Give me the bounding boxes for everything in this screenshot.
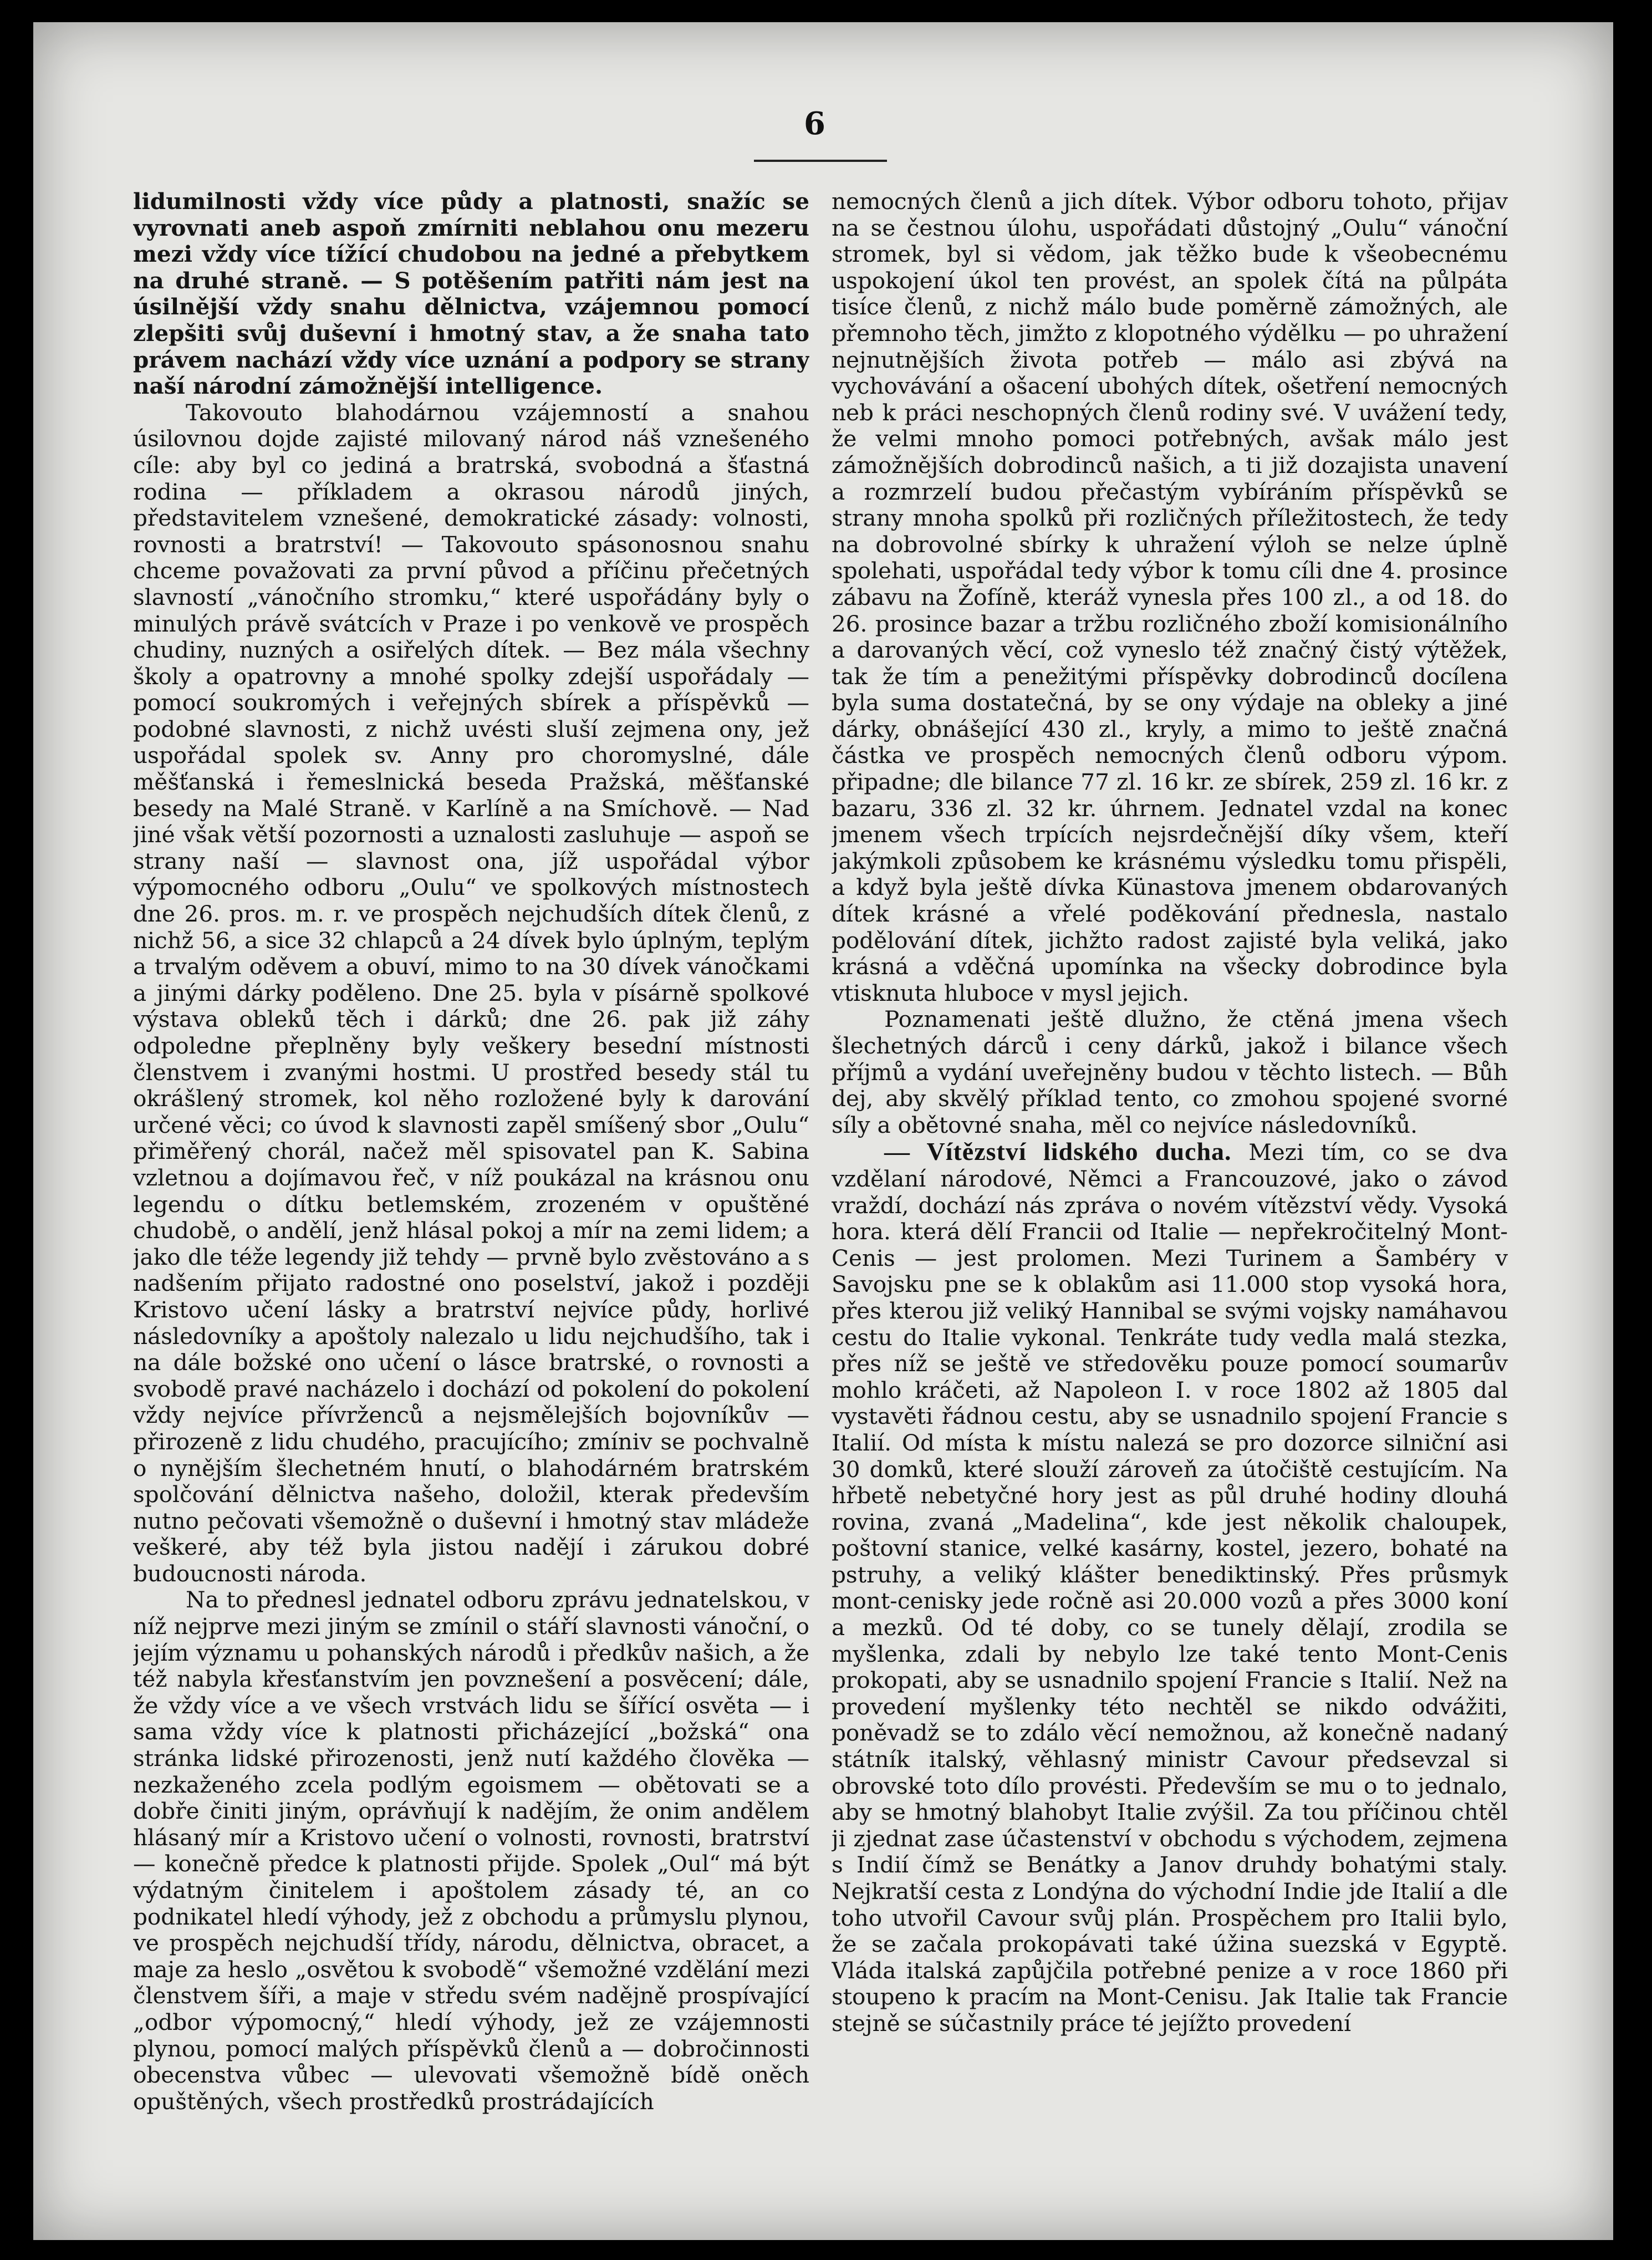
newspaper-page: [33, 22, 1613, 2240]
right-paragraph-1: nemocných členů a jich dítek. Výbor odboru tohoto, přijav na se čestnou úlohu, uspořádati důstojný „Oulu“ vánoční stromek, byl si vědom, jak těžko bude k všeobecnému uspokojení úkol ten provést, an spolek čítá na půlpáta tisíce členů, z nichž málo bude poměrně zámožných, ale přemnoho těch, jimžto z klopotného výdělku — po uhražení nejnutnějších života potřeb — málo asi zbývá na vychovávání a ošacení ubohých dítek, ošetření nemocných neb k práci neschopných členů rodiny své. V uvážení tedy, že velmi mnoho pomoci potřebných, avšak málo jest zámožnějších dobrodinců našich, a ti již dozajista unavení a rozmrzelí budou přečastým vybíráním příspěvků se strany mnoha spolků při rozličných příležitostech, že tedy na dobrovolné sbírky k uhražení výloh se nelze úplně spolehati, uspořádal tedy výbor k tomu cíli dne 4. prosince zábavu na Žofíně, kteráž vynesla přes 100 zl., a od 18. do 26. prosince bazar a tržbu rozličného zboží komisionálního a darovaných věcí, což vyneslo též značný čistý výtěžek, tak že tím a penežitými příspěvky dobrodinců docílena byla suma dostatečná, by se ony výdaje na obleky a jiné dárky, obnášející 430 zl., kryly, a mimo to ještě značná částka ve prospěch nemocných členů odboru výpom. připadne; dle bilance 77 zl. 16 kr. ze sbírek, 259 zl. 16 kr. z bazaru, 336 zl. 32 kr. úhrnem. Jednatel vzdal na konec jmenem všech trpících nejsrdečnější díky všem, kteří jakýmkoli způsobem ke krásnému výsledku tomu přispěli, a když byla ještě dívka Künastova jmenem obdarovaných dítek krásné a vřelé poděkování přednesla, nastalo podělování dítek, jichžto radost zajisté byla veliká, jako krásná a vděčná upomínka na všecky dobrodince byla vtisknuta hluboce v mysl jejich.: [832, 189, 1508, 1006]
right-paragraph-2: Poznamenati ještě dlužno, že ctěná jmena všech šlechetných dárců i ceny dárků, jakož i bilance všech příjmů a vydání uveřejněny budou v těchto listech. — Bůh dej, aby skvělý příklad tento, co zmohou spojené svorné síly a obětovné snaha, měl co nejvíce následovníků.: [832, 1006, 1508, 1138]
article-body: Mezi tím, co se dva vzdělaní národové, Němci a Francouzové, jako o závod vraždí, dochází nás zpráva o novém vítězství vědy. Vysoká hora. která dělí Francii od Italie — nepřekročitelný Mont-Cenis — jest prolomen. Mezi Turinem a Šambéry v Savojsku pne se k oblakům asi 11.000 stop vysoká hora, přes kterou již veliký Hannibal se svými vojsky namáhavou cestu do Italie vykonal. Tenkráte tudy vedla malá stezka, přes níž se ještě ve středověku pouze pomocí soumarův mohlo kráčeti, až Napoleon I. v roce 1802 až 1805 dal vystavěti řádnou cestu, aby se usnadnilo spojení Francie s Italií. Od místa k místu nalezá se pro dozorce silniční asi 30 domků, které slouží zároveň za útočiště cestujícím. Na hřbetě nebetyčné hory jest as půl druhé hodiny dlouhá rovina, zvaná „Madelina“, kde jest několik chaloupek, poštovní stanice, velké kasárny, kostel, jezero, bohaté na pstruhy, a veliký klášter benediktinský. Přes průsmyk mont-cenisky jede ročně asi 20.000 vozů a přes 3000 koní a mezků. Od té doby, co se tunely dělají, zrodila se myšlenka, zdali by nebylo lze také tento Mont-Cenis prokopati, aby se usnadnilo spojení Francie s Italií. Než na provedení myšlenky této nechtěl se nikdo odvážiti, poněvadž se to zdálo věcí nemožnou, až konečně nadaný státník italský, věhlasný ministr Cavour předsevzal si obrovské toto dílo provésti. Především se mu o to jednalo, aby se hmotný blahobyt Italie zvýšil. Za tou příčinou chtěl ji zjednat zase účastenství v obchodu s východem, zejmena s Indií čímž se Benátky a Janov druhdy bohatými staly. Nejkratší cesta z Londýna do východní Indie jde Italií a dle toho utvořil Cavour svůj plán. Prospěchem pro Italii bylo, že se začala prokopávati také úžina suezská v Egyptě. Vláda italská zapůjčila potřebné penize a v roce 1860 při stoupeno k pracím na Mont-Cenisu. Jak Italie tak Francie stejně se súčastnily práce té jejížto provedení: [832, 1139, 1508, 2037]
left-paragraph-1: lidumilnosti vždy více půdy a platnosti, snažíc se vyrovnati aneb aspoň zmírniti neblahou onu mezeru mezi vždy více tížící chudobou na jedné a přebytkem na druhé straně. — S potěšením patřiti nám jest na úsilnější vždy snahu dělnictva, vzájemnou pomocí zlepšiti svůj duševní i hmotný stav, a že snaha tato právem nachází vždy více uznání a podpory se strany naší národní zámožnější intelligence.: [133, 189, 809, 400]
article-headline: — Vítězství lidského ducha.: [884, 1137, 1232, 1166]
left-paragraph-2: Takovouto blahodárnou vzájemností a snahou úsilovnou dojde zajisté milovaný národ náš vznešeného cíle: aby byl co jediná a bratrská, svobodná a šťastná rodina — příkladem a okrasou národů jiných, představitelem vznešené, demokratické zásady: volnosti, rovnosti a bratrství! — Takovouto spásonosnou snahu chceme považovati za první původ a příčinu přečetných slavností „vánočního stromku,“ které uspořádány byly o minulých právě svátcích v Praze i po venkově ve prospěch chudiny, nuzných a osiřelých dítek. — Bez mála všechny školy a opatrovny a mnohé spolky zdejší uspořádaly — pomocí soukromých i veřejných sbírek a příspěvků — podobné slavnosti, z nichž uvésti sluší zejmena ony, jež uspořádal spolek sv. Anny pro choromyslné, dále měšťanská i řemeslnická beseda Pražská, měšťanské besedy na Malé Straně. v Karlíně a na Smíchově. — Nad jiné však větší pozornosti a uznalosti zasluhuje — aspoň se strany naší — slavnost ona, jíž uspořádal výbor výpomocného odboru „Oulu“ ve spolkových místnostech dne 26. pros. m. r. ve prospěch nejchudších dítek členů, z nichž 56, a sice 32 chlapců a 24 dívek bylo úplným, teplým a trvalým oděvem a obuví, mimo to na 30 dívek vánočkami a jinými dárky poděleno. Dne 25. byla v písárně spolkové výstava obleků těch i dárků; dne 26. pak již záhy odpoledne přeplněny byly veškery besední místnosti členstvem i zvanými hostmi. U prostřed besedy stál tu okrášlený stromek, kol něho rozložené byly k darování určené věci; co úvod k slavnosti zapěl smíšený sbor „Oulu“ přiměřený chorál, načež měl spisovatel pan K. Sabina vzletnou a dojímavou řeč, v níž poukázal na krásnou onu legendu o dítku betlemském, zrozeném v opuštěné chudobě, o andělí, jenž hlásal pokoj a mír na zemi lidem; a jako dle téže legendy již tehdy — prvně bylo zvěstováno a s nadšením přijato radostné ono poselství, jakož i později Kristovo učení lásky a bratrství nejvíce půdy, horlivé následovníky a apoštoly nalezalo u lidu nejchudšího, tak i na dále božské ono učení o lásce bratrské, o rovnosti a svobodě pravé nacházelo i dochází od pokolení do pokolení vždy nejvíce přívrženců a nejsmělejších bojovníkův — přirozeně z lidu chudého, pracujícího; zmíniv se pochvalně o nynějším šlechetném hnutí, o blahodárném bratrském spolčování dělnictva našeho, doložil, kterak především nutno pečovati všemožně o duševní i hmotný stav mládeže veškeré, aby též byla jistou nadějí i zárukou dobré budoucnosti národa.: [133, 399, 809, 1587]
right-paragraph-3: [832, 1138, 1508, 2037]
page-number: 6: [804, 105, 825, 142]
header-rule: [754, 160, 887, 162]
left-paragraph-3: Na to přednesl jednatel odboru zprávu jednatelskou, v níž nejprve mezi jiným se zmínil o stáří slavnosti vánoční, o jejím významu u pohanských národů i předkův našich, a že též nabyla křesťanstvím jen povznešení a posvěcení; dále, že vždy více a ve všech vrstvách lidu se šířící osvěta — i sama vždy více k platnosti přicházející „božská“ ona stránka lidské přirozenosti, jenž nutí každého člověka — nezkaženého zcela podlým egoismem — obětovati se a dobře činiti jiným, oprávňují k nadějím, že onim andělem hlásaný mír a Kristovo učení o volnosti, rovnosti, bratrství — konečně předce k platnosti přijde. Spolek „Oul“ má být výdatným činitelem i apoštolem zásady té, an co podnikatel hledí výhody, jež z obchodu a průmyslu plynou, ve prospěch nejchudší třídy, národu, dělnictva, obracet, a maje za heslo „osvětou k svobodě“ všemožné vzdělání mezi členstvem šíři, a maje v středu svém nadějně prospívající „odbor výpomocný,“ hledí výhody, jež ze vzájemnosti plynou, pomocí malých příspěvků členů a — dobročinnosti obecenstva vůbec — ulevovati všemožně bídě oněch opuštěných, všech prostředků prostrádajících: [133, 1586, 809, 2115]
left-column: [133, 189, 809, 2118]
right-column: [832, 189, 1508, 2118]
